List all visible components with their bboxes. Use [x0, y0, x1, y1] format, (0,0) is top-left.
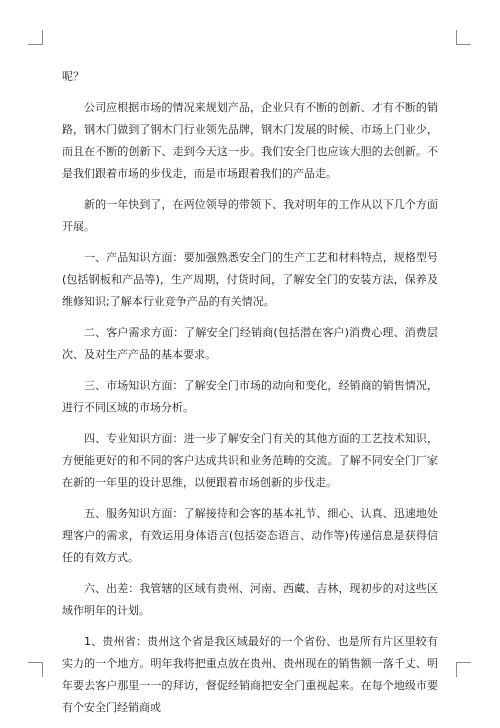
paragraph-innovation: 公司应根据市场的情况来规划产品，企业只有不断的创新、才有不断的销路，钢木门做到了钢木门行业领先品牌，钢木门发展的时候、市场上门业少，而且在不断的创新下、走到今天这一步。我们安全门也应该大胆的去创新。不是我们跟着市场的步伐走，而是市场跟着我们的产品走。: [62, 101, 438, 180]
crop-mark-top-right: [456, 30, 471, 45]
crop-mark-bottom-right: [456, 662, 471, 677]
paragraph-continuation: 呢？: [62, 70, 84, 83]
crop-mark-bottom-left: [28, 662, 43, 677]
paragraph-business-travel: 六、出差：我管辖的区域有贵州、河南、西藏、吉林，现初步的对这些区域作明年的计划。: [62, 582, 438, 617]
paragraph-service-knowledge: 五、服务知识方面：了解接待和会客的基本礼节、细心、认真、迅速地处理客户的需求，有效运用身体语言(包括姿态语言、动作等)传递信息是获得信任的有效方式。: [62, 507, 438, 564]
paragraph-market-knowledge: 三、市场知识方面：了解安全门市场的动向和变化，经销商的销售情况，进行不同区域的市场分析。: [62, 379, 438, 414]
crop-mark-top-left: [28, 30, 43, 45]
paragraph-customer-needs: 二、客户需求方面：了解安全门经销商(包括潜在客户)消费心理、消费层次、及对生产产品的基本要求。: [62, 326, 438, 361]
paragraph-product-knowledge: 一、产品知识方面：要加强熟悉安全门的生产工艺和材料特点，规格型号(包括钢板和产品等)，生产周期，付货时间，了解安全门的安装方法，保养及维修知识;了解本行业竞争产品的有关情况。: [62, 251, 438, 308]
paragraph-professional-knowledge: 四、专业知识方面：进一步了解安全门有关的其他方面的工艺技术知识，方便能更好的和不同的客户达成共识和业务范畴的交流。了解不同安全门厂家在新的一年里的设计思维，以便跟着市场创新的步伐走。: [62, 432, 438, 489]
document-body: [62, 66, 438, 728]
paragraph-new-year-plan: 新的一年快到了，在两位领导的带领下、我对明年的工作从以下几个方面开展。: [62, 198, 438, 233]
paragraph-guizhou: 1、贵州省：贵州这个省是我区域最好的一个省份、也是所有片区里较有实力的一个地方。明年我将把重点放在贵州、贵州现在的销售额一落千丈、明年要去客户那里一一的拜访，督促经销商把安全门重视起来。在每个地级市要有个安全门经销商或: [62, 635, 438, 714]
